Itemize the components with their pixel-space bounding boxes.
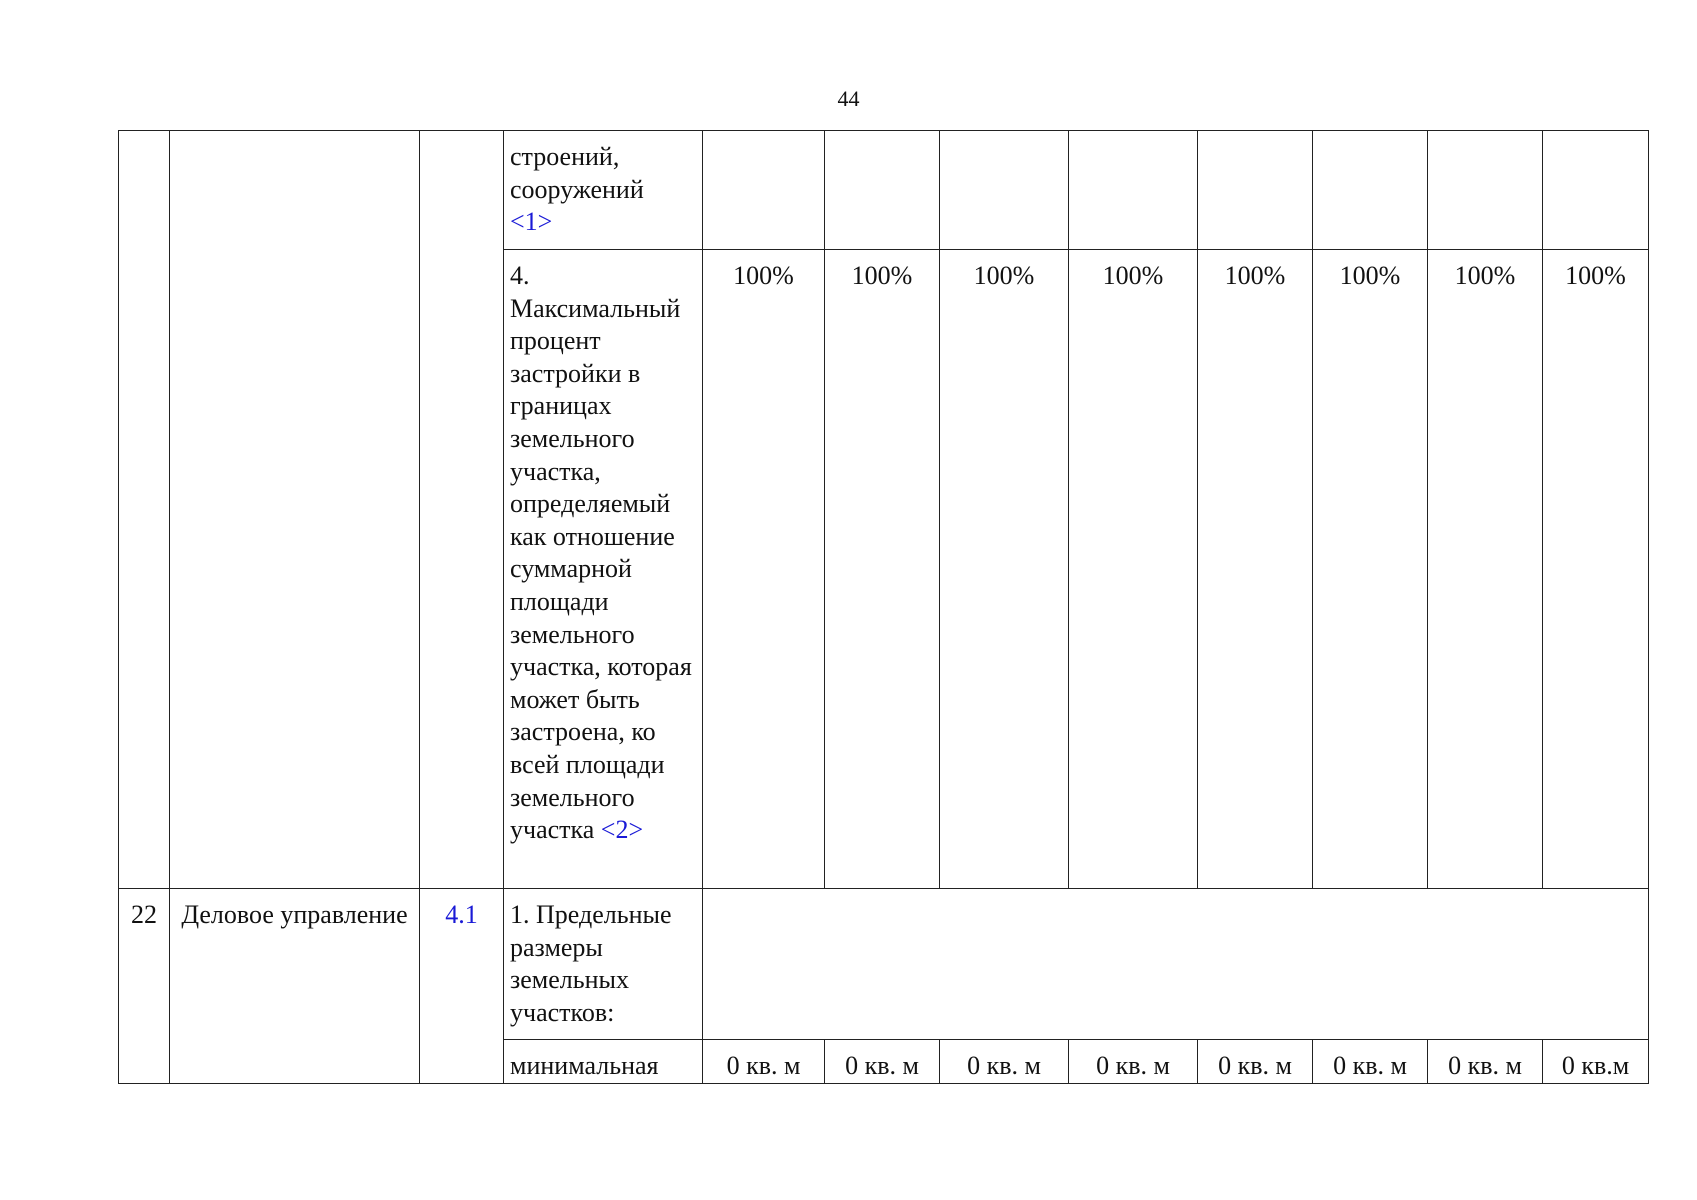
value-cell: 100% xyxy=(1069,250,1198,889)
value-cell: 0 кв. м xyxy=(1428,1040,1543,1084)
table-cell xyxy=(703,889,1649,1040)
parameter-cell: 1. Предельные размеры земельных участков: xyxy=(504,889,703,1040)
table-row xyxy=(119,889,1649,1040)
value-cell: 100% xyxy=(1198,250,1313,889)
footnote-link[interactable]: <1> xyxy=(510,207,553,237)
value-cell: 100% xyxy=(1428,250,1543,889)
table-cell xyxy=(420,131,504,889)
value-cell: 0 кв. м xyxy=(1069,1040,1198,1084)
land-use-code-cell xyxy=(420,889,504,1084)
table-cell xyxy=(940,131,1069,250)
value-cell: 0 кв. м xyxy=(703,1040,825,1084)
parameter-text: строений, сооружений xyxy=(510,142,644,204)
parameter-text: 4. Максимальный процент застройки в границах земельного участка, определяемый как отношение суммарной площади земельного участка, которая может быть застроена, ко всей площади земельного участка xyxy=(510,261,692,845)
table-cell xyxy=(703,131,825,250)
land-use-name: Деловое управление xyxy=(170,889,420,1084)
value-cell: 100% xyxy=(940,250,1069,889)
value-cell: 100% xyxy=(703,250,825,889)
parameter-cell: минимальная xyxy=(504,1040,703,1084)
value-cell: 100% xyxy=(1543,250,1649,889)
value-cell: 0 кв. м xyxy=(825,1040,940,1084)
table-cell xyxy=(825,131,940,250)
table-cell xyxy=(170,131,420,889)
value-cell: 0 кв.м xyxy=(1543,1040,1649,1084)
value-cell: 0 кв. м xyxy=(1313,1040,1428,1084)
table-cell xyxy=(1313,131,1428,250)
land-use-code-link[interactable]: 4.1 xyxy=(445,900,478,929)
value-cell: 0 кв. м xyxy=(940,1040,1069,1084)
value-cell: 100% xyxy=(1313,250,1428,889)
value-cell: 0 кв. м xyxy=(1198,1040,1313,1084)
parameter-cell xyxy=(504,250,703,889)
table-cell xyxy=(1543,131,1649,250)
parameter-cell xyxy=(504,131,703,250)
table-cell xyxy=(1069,131,1198,250)
page-number: 44 xyxy=(837,86,860,111)
table-row xyxy=(119,131,1649,250)
row-number: 22 xyxy=(119,889,170,1084)
table-cell xyxy=(1428,131,1543,250)
value-cell: 100% xyxy=(825,250,940,889)
regulations-table xyxy=(118,130,1649,1084)
table-cell xyxy=(1198,131,1313,250)
footnote-link[interactable]: <2> xyxy=(600,815,644,845)
table-cell xyxy=(119,131,170,889)
